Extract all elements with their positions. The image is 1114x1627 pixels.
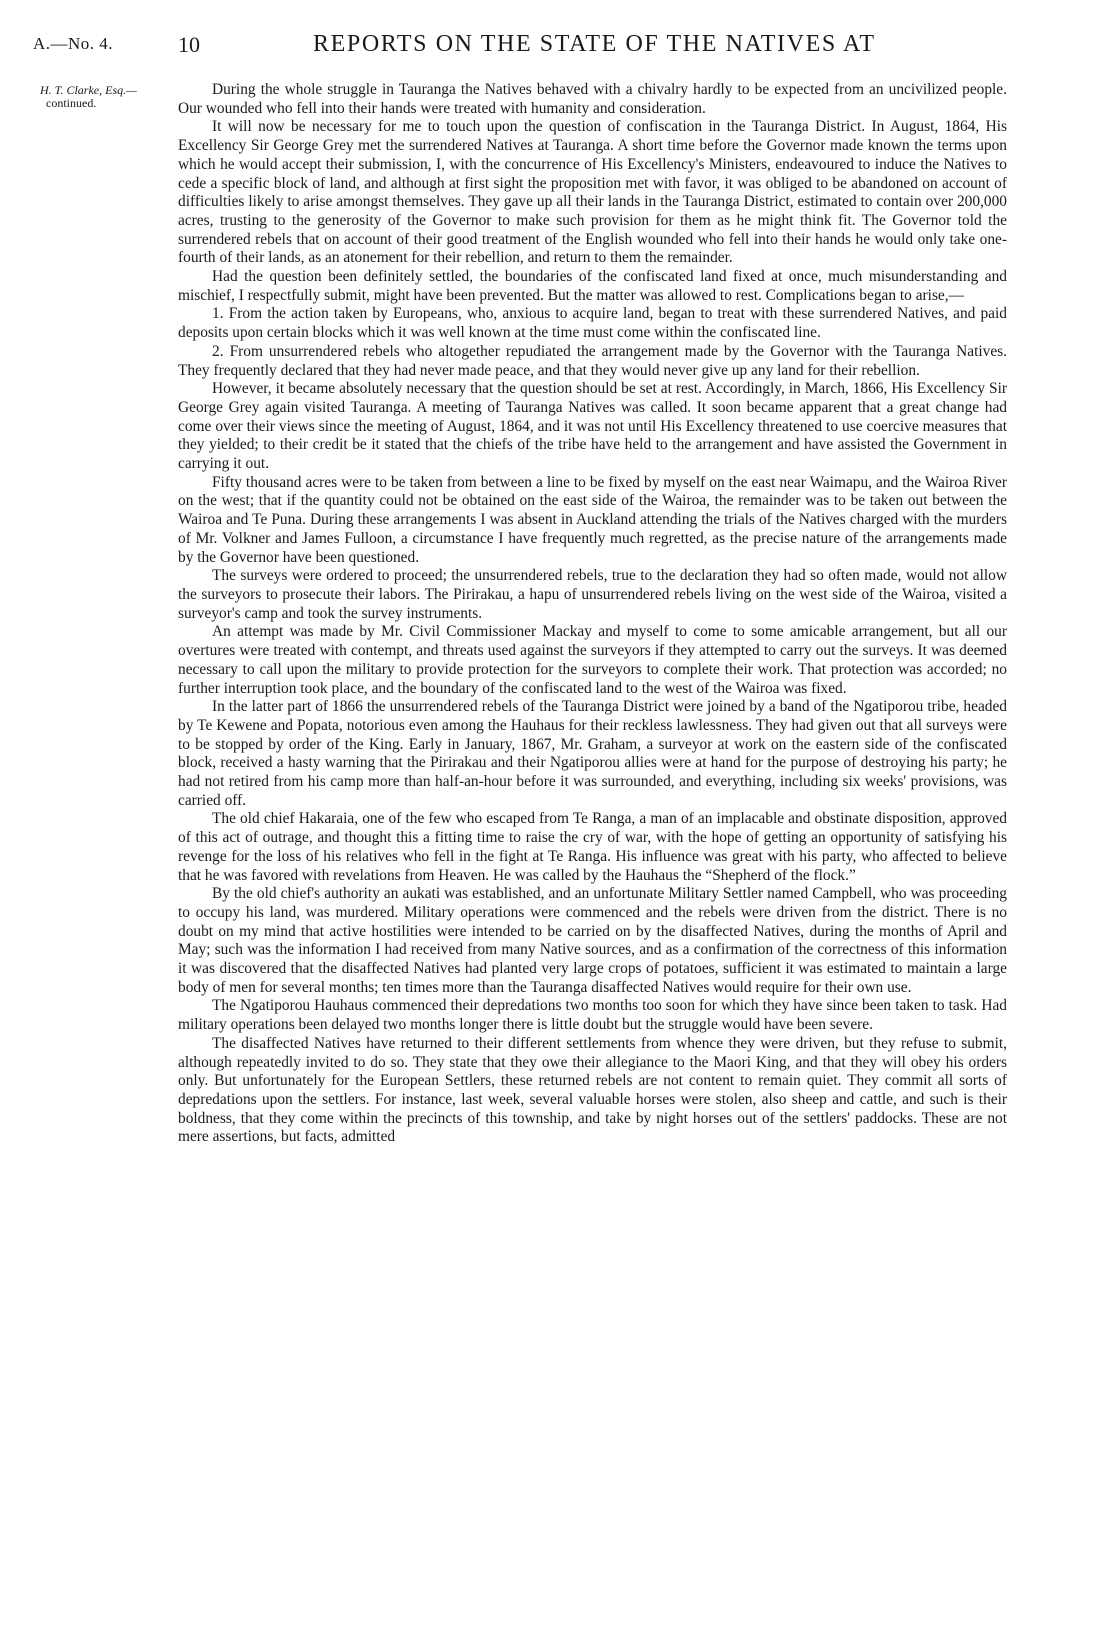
paragraph: Fifty thousand acres were to be taken from between a line to be fixed by myself on the east near Waimapu, and the Wairoa River on the west; that if the quantity could not be obtained on the east side of the Wairoa, the remainder was to be taken out between the Wairoa and Te Puna. During these arrangements I was absent in Auckland attending the trials of the Natives charged with the murders of Mr. Volkner and James Fulloon, a circumstance I have frequently much regretted, as the precise nature of the arrangements made by the Governor have been questioned.: [178, 473, 1007, 566]
margin-note: [40, 84, 190, 110]
paragraph: However, it became absolutely necessary that the question should be set at rest. Accordingly, in March, 1866, His Excellency Sir George Grey again visited Tauranga. A meeting of Tauranga Natives was called. It soon became apparent that a great change had come over their views since the meeting of August, 1864, and it was not until His Excellency threatened to use coercive measures that they yielded; to their credit be it stated that the chiefs of the tribe have held to the arrangement and have assisted the Government in carrying it out.: [178, 380, 1007, 473]
margin-note-author: H. T. Clarke, Esq.—: [40, 83, 137, 97]
paragraph: The old chief Hakaraia, one of the few who escaped from Te Ranga, a man of an implacable and obstinate disposition, approved of this act of outrage, and thought this a fitting time to raise the cry of war, with the hope of getting an opportunity of satisfying his revenge for the loss of his relatives who fell in the fight at Te Ranga. His influence was great with his party, who affected to believe that he was favored with revelations from Heaven. He was called by the Hauhaus the “Shepherd of the flock.”: [178, 810, 1007, 884]
paragraph: 2. From unsurrendered rebels who altogether repudiated the arrangement made by the Governor with the Tauranga Natives. They frequently declared that they had never made peace, and that they would never give up any land for their rebellion.: [178, 342, 1007, 379]
document-reference: A.—No. 4.: [33, 34, 114, 53]
paragraph: In the latter part of 1866 the unsurrendered rebels of the Tauranga District were joined by a band of the Ngatiporou tribe, headed by Te Kewene and Popata, notorious even among the Hauhaus for their reckless lawlessness. They had given out that all surveys were to be stopped by order of the King. Early in January, 1867, Mr. Graham, a surveyor at work on the eastern side of the confiscated block, received a hasty warning that the Pirirakau and their Ngatiporou allies were at hand for the purpose of destroying his party; he had not retired from his camp more than half-an-hour before it was surrounded, and everything, including six weeks' provisions, was carried off.: [178, 698, 1007, 809]
paragraph: 1. From the action taken by Europeans, who, anxious to acquire land, began to treat with these surrendered Natives, and paid deposits upon certain blocks which it was well known at the time must come within the confiscated line.: [178, 305, 1007, 342]
paragraph: An attempt was made by Mr. Civil Commissioner Mackay and myself to come to some amicable arrangement, but all our overtures were treated with contempt, and threats used against the surveyors if they attempted to carry out the surveys. It was deemed necessary to call upon the military to provide protection for the surveyors to complete their work. That protection was accorded; no further interruption took place, and the boundary of the confiscated land to the west of the Wairoa was fixed.: [178, 623, 1007, 697]
running-title: REPORTS ON THE STATE OF THE NATIVES AT: [313, 31, 876, 57]
paragraph: During the whole struggle in Tauranga the Natives behaved with a chivalry hardly to be expected from an uncivilized people. Our wounded who fell into their hands were treated with humanity and consideration.: [178, 81, 1007, 117]
paragraph: It will now be necessary for me to touch upon the question of confiscation in the Tauranga District. In August, 1864, His Excellency Sir George Grey met the surrendered Natives at Tauranga. A short time before the Governor made known the terms upon which he would accept their submission, I, with the concurrence of His Excellency's Ministers, endeavoured to induce the Natives to cede a specific block of land, and although at first sight the proposition met with favor, it was obliged to be abandoned on account of difficulties likely to arise amongst themselves. They gave up all their lands in the Tauranga District, estimated to contain over 200,000 acres, trusting to the generosity of the Governor to make such provision for them as he might think fit. The Governor told the surrendered rebels that on account of their good treatment of the English wounded who fell into their hands he would only take one-fourth of their lands, as an atonement for their rebellion, and return to them the remainder.: [178, 118, 1007, 267]
paragraph: By the old chief's authority an aukati was established, and an unfortunate Military Settler named Campbell, who was proceeding to occupy his land, was murdered. Military operations were commenced and the rebels were driven from the district. There is no doubt on my mind that active hostilities were intended to be carried on by the disaffected Natives, during the months of April and May; such was the information I had received from many Native sources, and as a confirmation of the correctness of this information it was discovered that the disaffected Natives had planted very large crops of potatoes, sufficient it was estimated to maintain a large body of men for several months; ten times more than the Tauranga disaffected Natives would require for their own use.: [178, 885, 1007, 996]
page-header: [33, 30, 1074, 60]
paragraph: Had the question been definitely settled, the boundaries of the confiscated land fixed at once, much misunderstanding and mischief, I respectfully submit, might have been prevented. But the matter was allowed to rest. Complications began to arise,—: [178, 268, 1007, 304]
paragraph: The disaffected Natives have returned to their different settlements from whence they were driven, but they refuse to submit, although repeatedly invited to do so. They state that they owe their allegiance to the Maori King, and that they will obey his orders only. But unfortunately for the European Settlers, these returned rebels are not content to remain quiet. They commit all sorts of depredations upon the settlers. For instance, last week, several valuable horses were stolen, also sheep and cattle, and such is their boldness, that they come within the precincts of this township, and take by night horses out of the settlers' paddocks. These are not mere assertions, but facts, admitted: [178, 1034, 1007, 1146]
paragraph: The surveys were ordered to proceed; the unsurrendered rebels, true to the declaration they had so often made, would not allow the surveyors to prosecute their labors. The Pirirakau, a hapu of unsurrendered rebels living on the west side of the Wairoa, visited a surveyor's camp and took the survey instruments.: [178, 567, 1007, 622]
page-number: 10: [178, 32, 200, 57]
margin-note-continued: continued.: [46, 96, 97, 110]
body-text: [178, 81, 1007, 1147]
paragraph: The Ngatiporou Hauhaus commenced their depredations two months too soon for which they have since been taken to task. Had military operations been delayed two months longer there is little doubt but the struggle would have been severe.: [178, 997, 1007, 1034]
